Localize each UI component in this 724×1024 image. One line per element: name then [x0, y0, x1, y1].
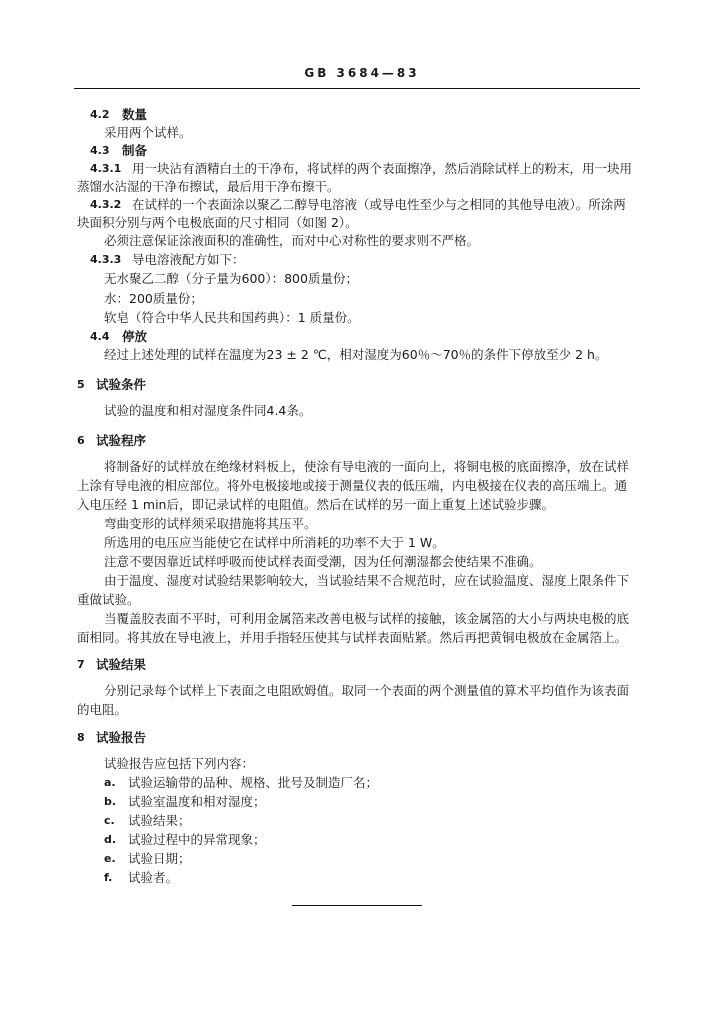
list-item: 试验过程中的异常现象；	[128, 832, 266, 847]
paragraph-line: 面相同。将其放在导电液上，并用手指轻压使其与试样表面贴紧。然后再把黄铜电极放在金属箔上。	[77, 630, 628, 645]
paragraph-line: 经过上述处理的试样在温度为23 ± 2 ℃，相对湿度为60％～70％的条件下停放至少 2 h。	[104, 347, 608, 362]
paragraph-line: 导电溶液配方如下：	[132, 252, 245, 267]
paragraph-line: 在试样的一个表面涂以聚乙二醇导电溶液（或导电性至少与之相同的其他导电液）。所涂两	[132, 197, 626, 212]
section-number: 5	[77, 378, 85, 391]
section-heading: 试验程序	[96, 433, 147, 448]
list-item: 试验者。	[128, 870, 179, 885]
paragraph-line: 的电阻。	[77, 702, 128, 717]
section-number: 4.3.3	[90, 253, 122, 266]
list-item: 试验运输带的品种、规格、批号及制造厂名；	[128, 775, 379, 790]
section-heading: 试验结果	[96, 657, 147, 672]
paragraph-line: 当覆盖胶表面不平时，可利用金属箔来改善电极与试样的接触，该金属箔的大小与两块电极的底	[104, 611, 630, 626]
paragraph-line: 弯曲变形的试样须采取措施将其压平。	[104, 516, 317, 531]
section-heading: 数量	[122, 107, 148, 122]
paragraph-line: 用一块沾有酒精白土的干净布，将试样的两个表面擦净，然后消除试样上的粉末，用一块用	[132, 161, 633, 176]
section-number: 4.4	[90, 330, 110, 343]
section-number: 6	[77, 434, 85, 447]
paragraph-line: 蒸馏水沾湿的干净布擦试，最后用干净布擦干。	[77, 179, 340, 194]
list-item-label: a.	[104, 776, 116, 789]
paragraph-line: 分别记录每个试样上下表面之电阻欧姆值。取同一个表面的两个测量值的算术平均值作为该表面	[104, 683, 630, 698]
list-item-label: b.	[104, 795, 117, 808]
paragraph-line: 采用两个试样。	[104, 125, 192, 140]
list-item: 试验结果；	[128, 813, 191, 828]
section-number: 4.3	[90, 144, 110, 157]
section-heading: 试验条件	[96, 377, 147, 392]
section-number: 7	[77, 658, 85, 671]
list-item-label: e.	[104, 852, 116, 865]
list-item-label: c.	[104, 814, 115, 827]
list-item-label: d.	[104, 833, 117, 846]
formula-item: 软皂（符合中华人民共和国药典）：1 质量份。	[104, 310, 360, 325]
paragraph-line: 入电压经 1 min后，即记录试样的电阻值。然后在试样的另一面上重复上述试验步骤。	[77, 497, 554, 512]
paragraph-line: 所选用的电压应当能使它在试样中所消耗的功率不大于 1 W。	[104, 535, 445, 550]
paragraph-line: 上涂有导电液的相应部位。将外电极接地或接于测量仪表的低压端，内电极接在仪表的高压端上。通	[77, 478, 628, 493]
section-heading: 停放	[122, 329, 148, 344]
section-number: 8	[77, 731, 85, 744]
page-header: GB 3684—83	[304, 66, 420, 80]
paragraph-line: 注意不要因靠近试样呼吸而使试样表面受潮，因为任何潮湿都会使结果不准确。	[104, 554, 542, 569]
paragraph-line: 必须注意保证涂液面积的准确性，而对中心对称性的要求则不严格。	[104, 233, 480, 248]
end-rule	[292, 905, 422, 906]
section-number: 4.3.1	[90, 162, 122, 175]
paragraph-line: 试验的温度和相对湿度条件同4.4条。	[104, 403, 312, 418]
header-rule	[74, 88, 640, 89]
formula-item: 水：200质量份；	[104, 291, 203, 306]
section-number: 4.2	[90, 108, 110, 121]
paragraph-line: 重做试验。	[77, 592, 140, 607]
paragraph-line: 由于温度、湿度对试验结果影响较大，当试验结果不合规范时，应在试验温度、湿度上限条件下	[104, 573, 630, 588]
section-heading: 试验报告	[96, 730, 147, 745]
formula-item: 无水聚乙二醇（分子量为600）：800质量份；	[104, 271, 358, 286]
list-item: 试验室温度和相对湿度；	[128, 794, 266, 809]
list-item: 试验日期；	[128, 851, 191, 866]
section-number: 4.3.2	[90, 198, 122, 211]
paragraph-line: 试验报告应包括下列内容：	[104, 756, 255, 771]
list-item-label: f.	[104, 871, 113, 884]
paragraph-line: 块面积分别与两个电极底面的尺寸相同（如图 2）。	[77, 215, 358, 230]
paragraph-line: 将制备好的试样放在绝缘材料板上，使涂有导电液的一面向上，将铜电极的底面擦净，放在试样	[104, 459, 630, 474]
section-heading: 制备	[122, 143, 148, 158]
